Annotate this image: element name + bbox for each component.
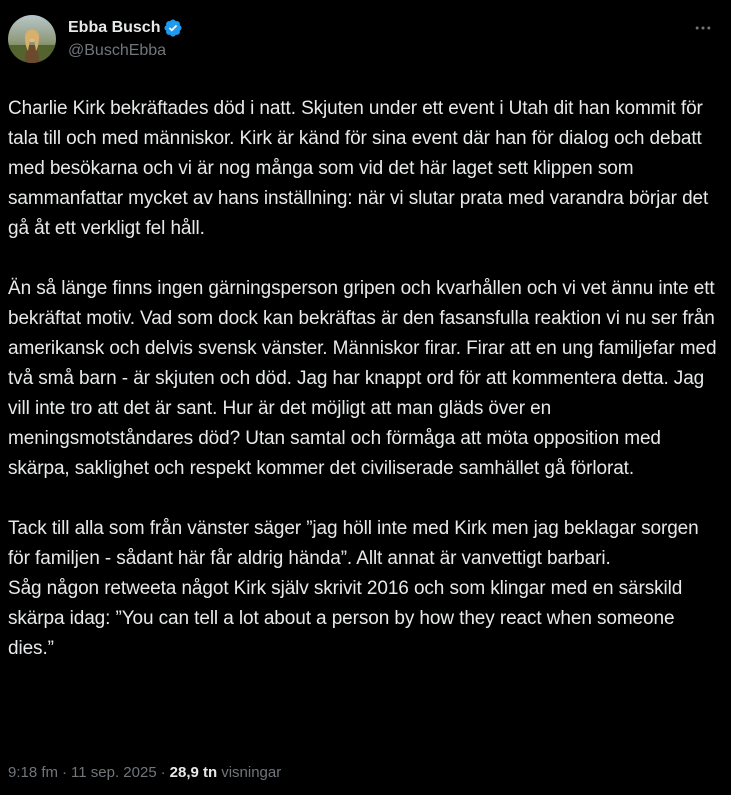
name-row — [68, 18, 183, 38]
tweet-meta — [8, 764, 281, 781]
author-handle[interactable]: @BuschEbba — [68, 42, 167, 59]
tweet-time[interactable]: 9:18 fm — [8, 764, 59, 781]
more-horizontal-icon — [693, 18, 713, 38]
author-names — [68, 18, 183, 60]
tweet-paragraph: Charlie Kirk bekräftades död i natt. Skjuten under ett event i Utah dit han kommit för tala till och med människor. Kirk är känd för sina event där han för dialog och debatt med besökarna och vi är nog många som vid det här laget sett klippen som sammanfattar mycket av hans inställning: när vi slutar prata med varandra börjar det gå åt ett verkligt fel håll. — [8, 98, 714, 239]
author-display-name[interactable]: Ebba Busch — [68, 19, 161, 36]
meta-separator: · — [160, 764, 166, 781]
tweet-header — [8, 12, 723, 72]
tweet-text — [8, 94, 723, 664]
tweet-paragraph: Än så länge finns ingen gärningsperson gripen och kvarhållen och vi vet ännu inte ett bekräftat motiv. Vad som dock kan bekräftas är den fasansfulla reaktion vi nu ser från amerikansk och delvis svensk vänster. Människor firar. Firar att en ung familjefar med två små barn - är skjuten och död. Jag har knappt ord för att kommentera detta. Jag vill inte tro att det är sant. Hur är det möjligt att man gläds över en meningsmotståndares död? Utan samtal och förmåga att möta opposition med skärpa, saklighet och respekt kommer det civiliserade samhället gå förlorat. — [8, 278, 722, 479]
avatar[interactable] — [8, 15, 56, 63]
meta-separator: · — [62, 764, 68, 781]
tweet-paragraph: Tack till alla som från vänster säger ”jag höll inte med Kirk men jag beklagar sorgen för familjen - sådant här får aldrig hända”. Allt annat är vanvettigt barbari. Såg någon retweeta något Kirk själv skrivit 2016 och som klingar med en särskild skärpa idag: ”You can tell a lot about a person by how they react when someone dies.” — [8, 518, 699, 659]
more-options-button[interactable] — [689, 14, 717, 42]
views-label: visningar — [221, 764, 282, 781]
avatar-photo-icon — [8, 15, 56, 63]
views-count[interactable]: 28,9 tn — [169, 764, 218, 781]
verified-badge-icon[interactable] — [163, 18, 183, 38]
tweet-date[interactable]: 11 sep. 2025 — [71, 764, 157, 781]
